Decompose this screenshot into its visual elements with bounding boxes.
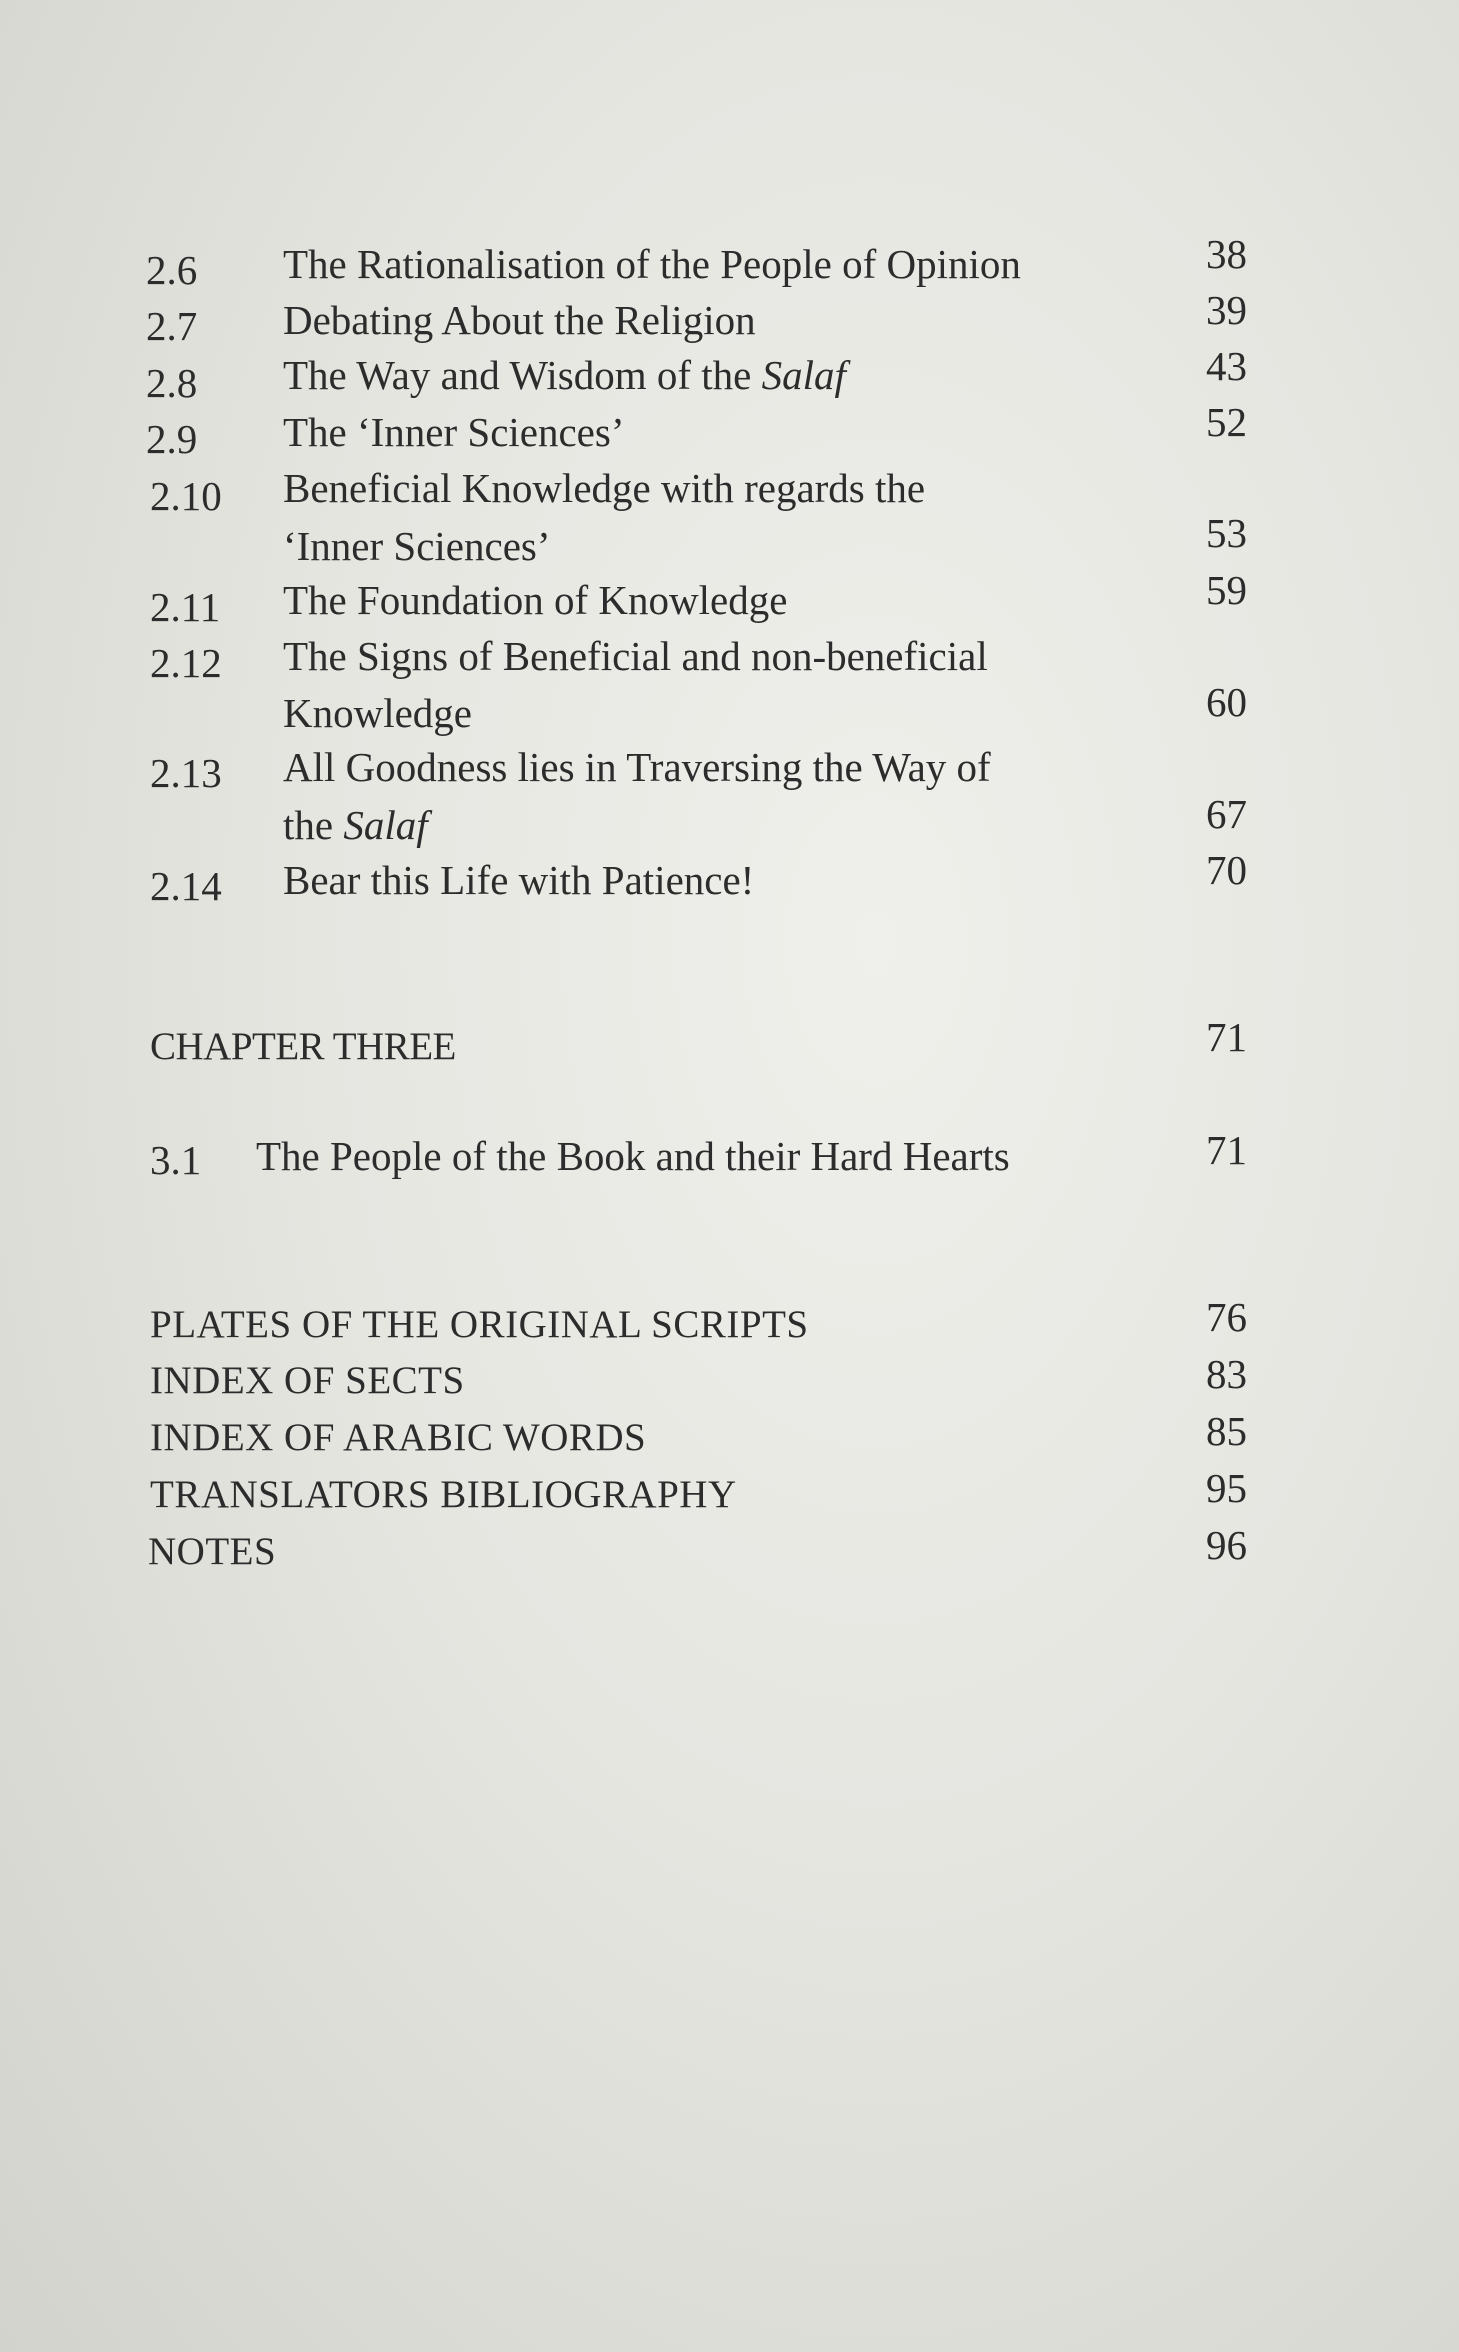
back-matter-page: 96 bbox=[1206, 1522, 1247, 1568]
entry-title: The Rationalisation of the People of Opinion bbox=[283, 241, 1021, 287]
back-matter-page: 83 bbox=[1206, 1351, 1247, 1397]
entry-page: 70 bbox=[1206, 847, 1247, 893]
entry-title-line1: All Goodness lies in Traversing the Way of bbox=[283, 744, 991, 790]
entry-page: 43 bbox=[1206, 343, 1247, 389]
entry-title: The ‘Inner Sciences’ bbox=[283, 409, 625, 455]
entry-title-line2 bbox=[283, 802, 428, 848]
entry-page: 52 bbox=[1206, 399, 1247, 445]
entry-number: 2.11 bbox=[150, 584, 221, 630]
entry-page: 53 bbox=[1206, 510, 1247, 556]
entry-page: 38 bbox=[1206, 231, 1247, 277]
back-matter-title: INDEX OF ARABIC WORDS bbox=[150, 1416, 647, 1459]
entry-title-line2: Knowledge bbox=[283, 690, 473, 736]
entry-title: The Foundation of Knowledge bbox=[283, 577, 788, 623]
entry-title-text: the bbox=[283, 802, 344, 848]
back-matter-title: INDEX OF SECTS bbox=[150, 1359, 465, 1402]
chapter-page: 71 bbox=[1206, 1014, 1247, 1060]
entry-page: 60 bbox=[1206, 679, 1247, 725]
entry-title: Bear this Life with Patience! bbox=[283, 857, 755, 903]
back-matter-page: 95 bbox=[1206, 1465, 1247, 1511]
entry-title-italic: Salaf bbox=[761, 352, 846, 398]
entry-page: 67 bbox=[1206, 791, 1247, 837]
entry-title-italic: Salaf bbox=[343, 802, 428, 848]
entry-page: 59 bbox=[1206, 567, 1247, 613]
back-matter-title: TRANSLATORS BIBLIOGRAPHY bbox=[150, 1473, 737, 1516]
entry-number: 2.13 bbox=[150, 750, 222, 796]
back-matter-title: PLATES OF THE ORIGINAL SCRIPTS bbox=[150, 1303, 809, 1346]
entry-title-line1: Beneficial Knowledge with regards the bbox=[283, 465, 926, 511]
chapter-heading: CHAPTER THREE bbox=[150, 1025, 456, 1068]
back-matter-title: NOTES bbox=[148, 1530, 277, 1573]
entry-page: 71 bbox=[1206, 1127, 1247, 1173]
entry-title: The People of the Book and their Hard Hearts bbox=[256, 1133, 1010, 1179]
entry-title: Debating About the Religion bbox=[283, 297, 756, 343]
entry-number: 2.7 bbox=[146, 303, 198, 349]
entry-title bbox=[283, 352, 846, 398]
entry-title-line1: The Signs of Beneficial and non-beneficial bbox=[283, 633, 988, 679]
entry-title-line2: ‘Inner Sciences’ bbox=[283, 523, 551, 569]
entry-number: 2.8 bbox=[146, 360, 198, 406]
entry-page: 39 bbox=[1206, 287, 1247, 333]
entry-title-text: The Way and Wisdom of the bbox=[283, 352, 762, 398]
back-matter-page: 85 bbox=[1206, 1408, 1247, 1454]
entry-number: 2.12 bbox=[150, 640, 222, 686]
entry-number: 2.6 bbox=[146, 247, 198, 293]
entry-number: 2.10 bbox=[150, 473, 222, 519]
entry-number: 2.9 bbox=[146, 416, 198, 462]
back-matter-page: 76 bbox=[1206, 1294, 1247, 1340]
entry-number: 3.1 bbox=[150, 1137, 202, 1183]
entry-number: 2.14 bbox=[150, 863, 222, 909]
